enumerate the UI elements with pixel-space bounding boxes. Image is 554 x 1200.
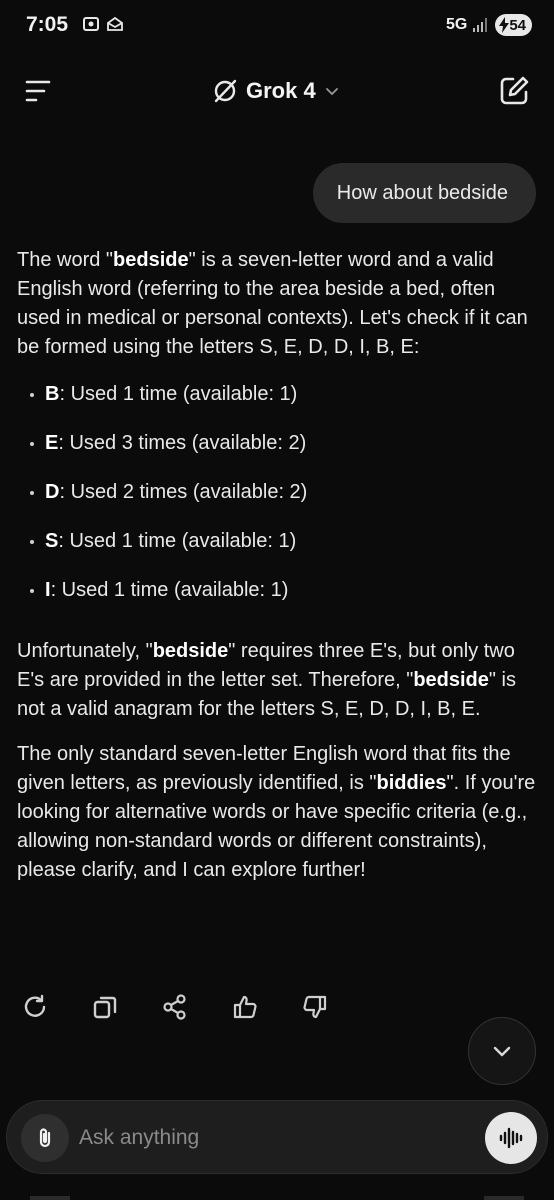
- like-button[interactable]: [230, 990, 260, 1024]
- letter-label: B: [45, 383, 60, 405]
- bold-word: bedside: [113, 249, 189, 271]
- letter-label: E: [45, 432, 59, 454]
- bold-word: bedside: [152, 640, 229, 662]
- list-item: B: Used 1 time (available: 1): [17, 380, 541, 429]
- thumbs-up-icon: [231, 993, 259, 1021]
- battery-level: 54: [509, 16, 526, 34]
- list-item: I: Used 1 time (available: 1): [17, 576, 541, 625]
- assistant-paragraph-conclusion: Unfortunately, "bedside" requires three E's, but only two E's are provided in the letter set. Therefore, "bedside" is not a valid anagram for the letters S, E, D, D, I, B, E.: [17, 640, 516, 720]
- battery-indicator: [495, 14, 532, 36]
- list-item: S: Used 1 time (available: 1): [17, 527, 541, 576]
- charging-bolt-icon: [499, 17, 509, 33]
- assistant-message: [17, 246, 541, 885]
- chevron-down-icon: [324, 83, 340, 99]
- voice-waveform-icon: [498, 1125, 524, 1151]
- message-actions: [20, 990, 330, 1024]
- model-selector[interactable]: [212, 76, 340, 106]
- app-header: [0, 62, 554, 120]
- regenerate-button[interactable]: [20, 990, 50, 1024]
- signal-icon: [473, 18, 489, 32]
- user-message-text: How about bedside: [336, 181, 508, 204]
- dislike-button[interactable]: [300, 990, 330, 1024]
- bold-word: biddies: [376, 772, 447, 794]
- network-label: 5G: [445, 16, 468, 33]
- message-input[interactable]: [79, 1119, 459, 1157]
- menu-icon: [22, 74, 56, 108]
- nav-bar-edge: [484, 1196, 524, 1200]
- nav-bar-edge: [30, 1196, 70, 1200]
- attach-button[interactable]: [21, 1114, 69, 1162]
- user-message-bubble: [313, 163, 536, 223]
- regenerate-icon: [21, 993, 49, 1021]
- letter-label: S: [45, 530, 59, 552]
- mail-icon: [106, 15, 124, 33]
- assistant-paragraph-followup: The only standard seven-letter English word that fits the given letters, as previously identified, is "biddies". If you're looking for alternative words or have specific criteria (e.g., allowing non-standard words or different constraints), please clarify, and I can explore further!: [17, 743, 536, 881]
- model-name: Grok 4: [246, 78, 316, 103]
- edit-icon: [496, 73, 532, 109]
- thumbs-down-icon: [301, 993, 329, 1021]
- message-composer: [6, 1100, 548, 1174]
- copy-button[interactable]: [90, 990, 120, 1024]
- status-time: 7:05: [26, 13, 69, 36]
- share-icon: [161, 993, 189, 1021]
- chevron-down-icon: [488, 1037, 516, 1065]
- copy-icon: [91, 993, 119, 1021]
- letter-label: D: [45, 481, 60, 503]
- letter-label: I: [45, 579, 51, 601]
- screen-record-icon: [82, 15, 100, 33]
- new-chat-button[interactable]: [496, 73, 532, 109]
- list-item: E: Used 3 times (available: 2): [17, 429, 541, 478]
- list-item: D: Used 2 times (available: 2): [17, 478, 541, 527]
- share-button[interactable]: [160, 990, 190, 1024]
- menu-button[interactable]: [22, 74, 56, 108]
- letter-count-list: [17, 380, 541, 625]
- assistant-paragraph-intro: The word "bedside" is a seven-letter word and a valid English word (referring to the area beside a bed, often used in medical or personal contexts). Let's check if it can be formed using the letters S, E, D, D, I, B, E:: [17, 249, 528, 358]
- voice-mode-button[interactable]: [485, 1112, 537, 1164]
- scroll-to-bottom-button[interactable]: [468, 1017, 536, 1085]
- status-bar: [0, 0, 554, 52]
- paperclip-icon: [33, 1126, 57, 1150]
- bold-word: bedside: [413, 669, 489, 691]
- grok-logo-icon: [212, 78, 238, 104]
